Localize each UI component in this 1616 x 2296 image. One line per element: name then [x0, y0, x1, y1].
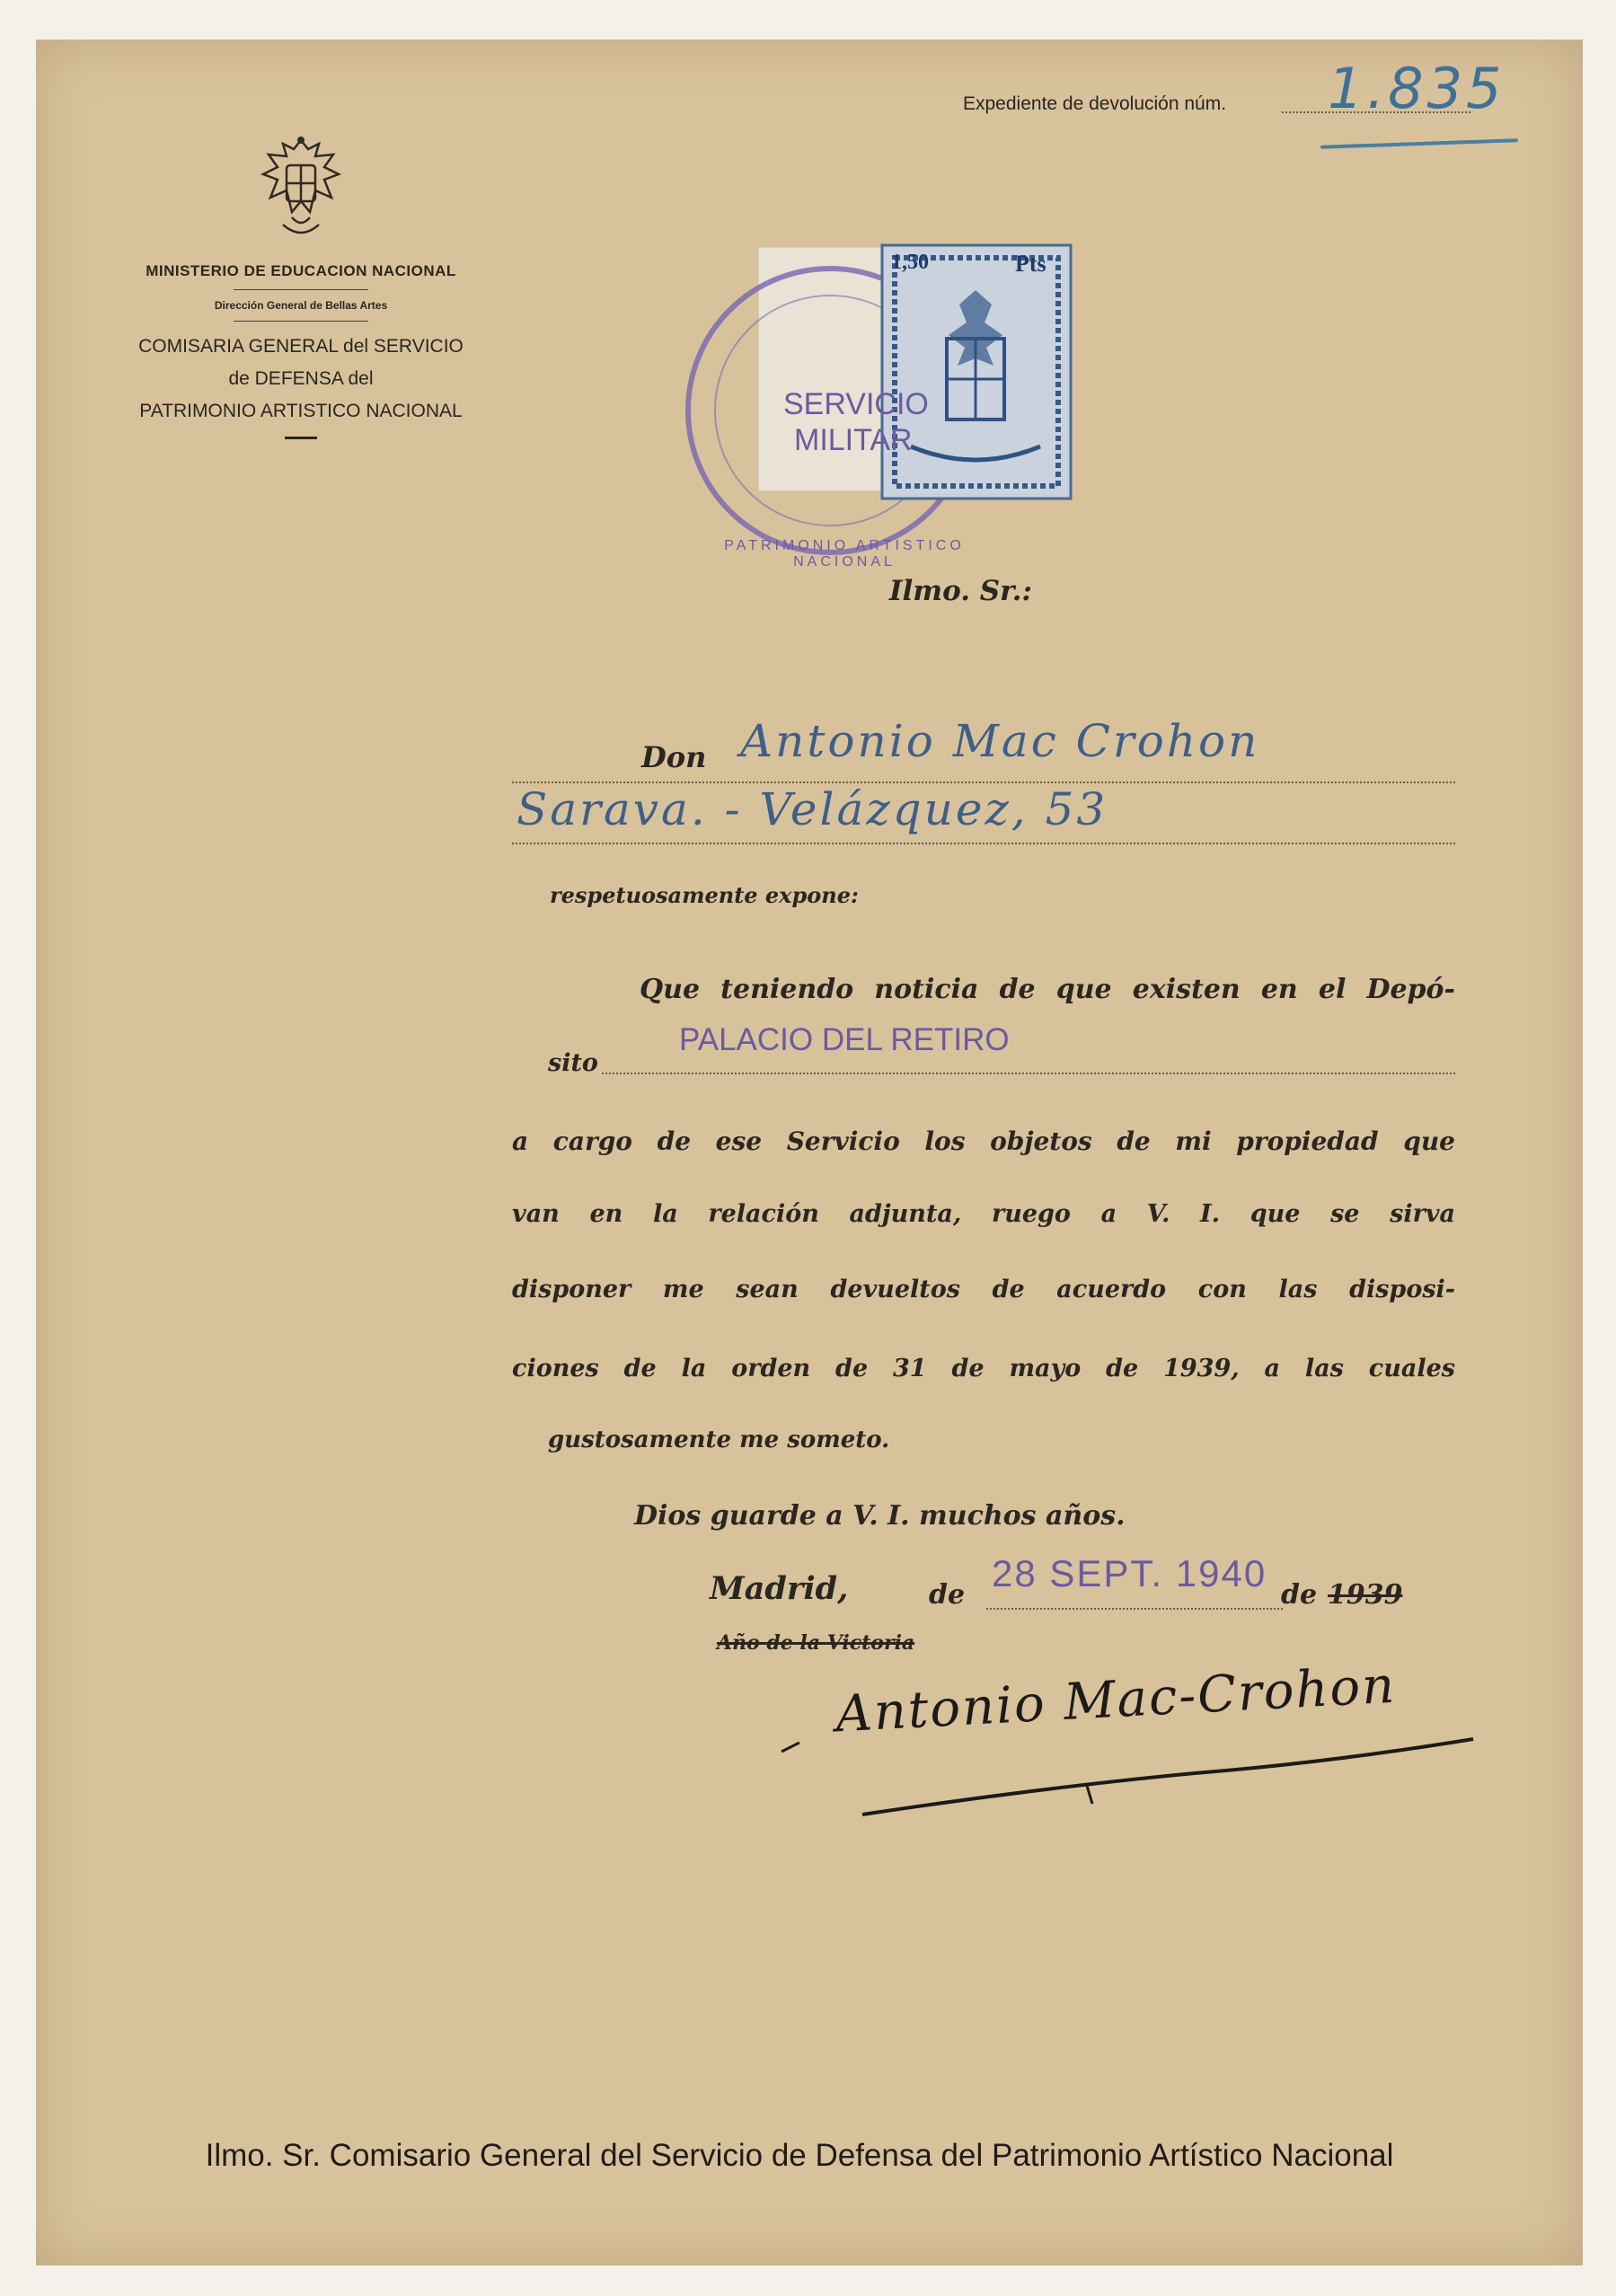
- don-label: Don: [641, 740, 707, 774]
- paragraph-2-line-1: a cargo de ese Servicio los objetos de mi propiedad que: [512, 1126, 1455, 1156]
- applicant-address: Sarava. - Velázquez, 53: [517, 783, 1108, 835]
- paragraph-1-line-1: Que teniendo noticia de que existen en el Depó-: [640, 974, 1455, 1005]
- coat-of-arms-icon: [256, 135, 346, 241]
- salutation: Ilmo. Sr.:: [889, 575, 1032, 607]
- commission-line-3: PATRIMONIO ARTISTICO NACIONAL: [139, 401, 463, 421]
- paragraph-2-line-2: van en la relación adjunta, ruego a V. I. que se sirva: [512, 1200, 1455, 1228]
- seal-text-servicio: SERVICIO: [783, 387, 929, 421]
- divider: [234, 321, 368, 322]
- expediente-label: Expediente de devolución núm.: [963, 93, 1227, 114]
- divider: [285, 437, 317, 439]
- direction-name: Dirección General de Bellas Artes: [214, 299, 388, 312]
- ministry-name: MINISTERIO DE EDUCACION NACIONAL: [146, 262, 456, 279]
- paragraph-2-line-5: gustosamente me someto.: [548, 1426, 890, 1453]
- deposit-stamp: PALACIO DEL RETIRO: [679, 1022, 1010, 1057]
- place-name: Madrid,: [710, 1570, 849, 1607]
- commission-line-1: COMISARIA GENERAL del SERVICIO: [138, 336, 464, 357]
- applicant-name: Antonio Mac Crohon: [740, 715, 1260, 767]
- paragraph-2-line-4: ciones de la orden de 31 de mayo de 1939, a las cuales: [512, 1355, 1455, 1382]
- date-de-2: de: [1281, 1579, 1318, 1611]
- divider: [234, 289, 368, 290]
- signature-flourish: [773, 1689, 1491, 1832]
- signature: Antonio Mac-Crohon: [834, 1656, 1398, 1744]
- date-stamp: 28 SEPT. 1940: [992, 1552, 1267, 1594]
- stamp-value: 1,50: [891, 251, 929, 274]
- expone-text: respetuosamente expone:: [550, 882, 859, 908]
- struck-year: 1939: [1328, 1579, 1403, 1611]
- date-de-1: de: [929, 1579, 966, 1611]
- closing-formula: Dios guarde a V. I. muchos años.: [634, 1500, 1126, 1532]
- expediente-number: 1.835: [1328, 56, 1506, 121]
- sito-label: sito: [548, 1049, 598, 1077]
- fiscal-stamp-area: [683, 204, 1096, 585]
- commission-line-2: de DEFENSA del: [228, 368, 374, 389]
- letterhead: [135, 135, 467, 439]
- struck-ano-victoria: Año de la Victoria: [717, 1631, 915, 1655]
- seal-text-militar: MILITAR: [794, 423, 913, 457]
- date-dotted-line: [986, 1608, 1283, 1610]
- footer-addressee: Ilmo. Sr. Comisario General del Servicio de Defensa del Patrimonio Artístico Nacional: [205, 2138, 1394, 2173]
- paragraph-2-line-3: disponer me sean devueltos de acuerdo con las disposi-: [512, 1276, 1455, 1303]
- stamp-currency: Pts: [1015, 251, 1046, 277]
- seal-ring-text: PATRIMONIO ARTISTICO NACIONAL: [724, 538, 965, 570]
